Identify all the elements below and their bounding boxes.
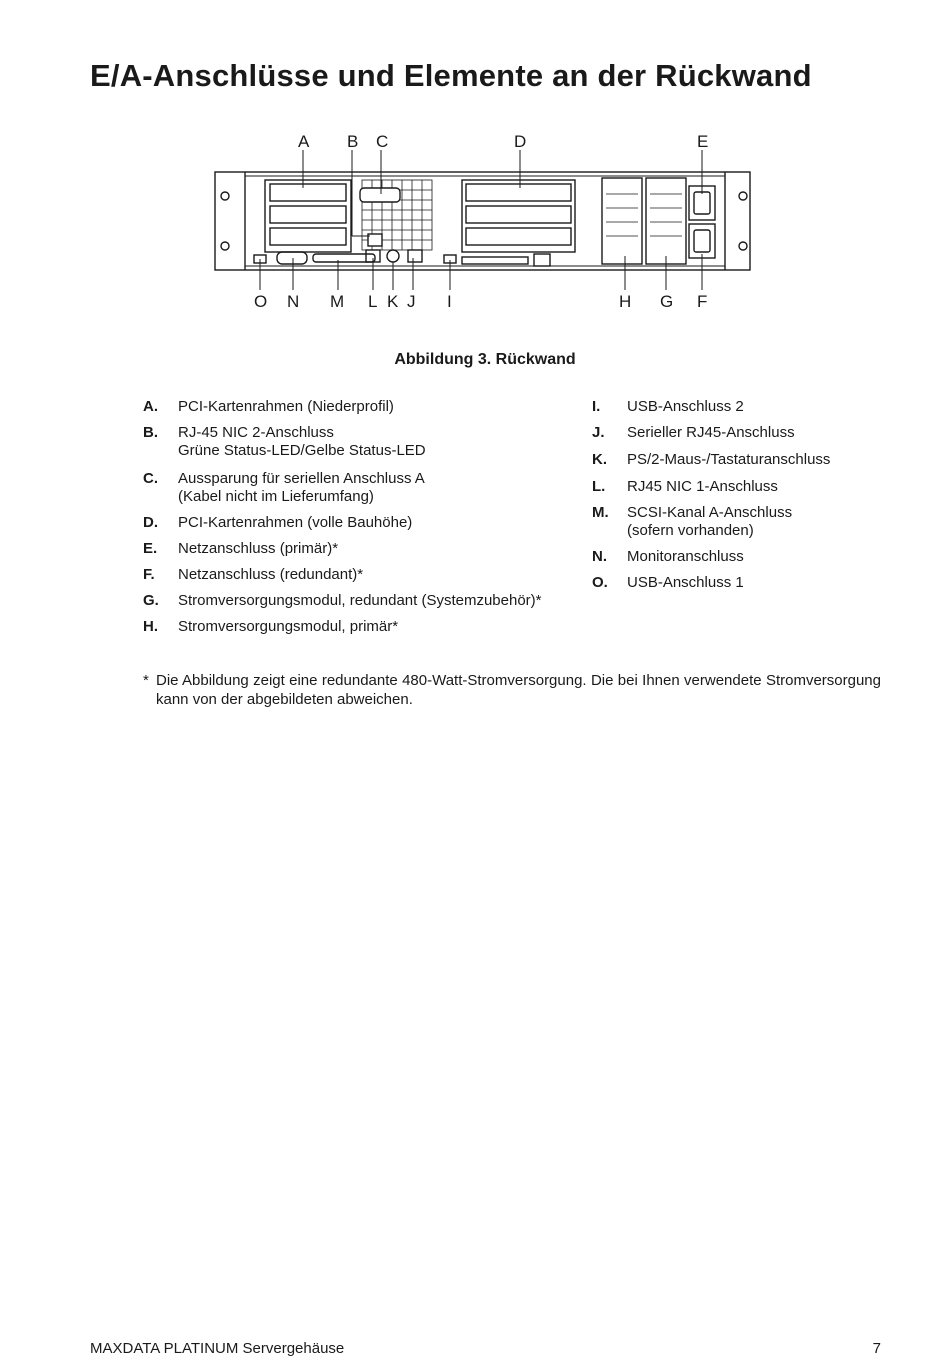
figure-label-o: O: [254, 292, 268, 311]
figure-label-b: B: [347, 132, 359, 151]
legend-text: PCI-Kartenrahmen (volle Bauhöhe): [178, 514, 413, 531]
legend-left-column: [143, 398, 573, 644]
legend-item-o: [592, 574, 892, 592]
legend-item-d: [143, 514, 573, 532]
legend-right-column: [592, 398, 892, 600]
legend-item-l: [592, 478, 892, 496]
legend-key: A.: [143, 398, 158, 415]
figure-label-l: L: [368, 292, 378, 311]
legend-text: RJ-45 NIC 2-Anschluss: [178, 424, 334, 441]
figure-label-e: E: [697, 132, 709, 151]
legend-item-g: [143, 592, 573, 610]
legend-key: K.: [592, 451, 607, 468]
legend-text: (sofern vorhanden): [627, 522, 754, 539]
legend-item-c: [143, 470, 573, 506]
legend-item-h: [143, 618, 573, 636]
legend-item-a: [143, 398, 573, 416]
footnote-text: Die Abbildung zeigt eine redundante 480-Watt-Stromversorgung. Die bei Ihnen verwendete Stromversorgung kann von der abgebildeten abweichen.: [156, 672, 881, 708]
legend-item-i: [592, 398, 892, 416]
legend-text: Aussparung für seriellen Anschluss A: [178, 470, 425, 487]
legend-text: Netzanschluss (redundant)*: [178, 566, 364, 583]
legend-key: E.: [143, 540, 158, 557]
legend-key: D.: [143, 514, 158, 531]
legend-item-n: [592, 548, 892, 566]
figure-label-n: N: [287, 292, 300, 311]
legend-text: Stromversorgungsmodul, primär*: [178, 618, 399, 635]
figure-label-f: F: [697, 292, 708, 311]
figure-label-g: G: [660, 292, 674, 311]
legend-key: M.: [592, 504, 609, 521]
legend-item-j: [592, 424, 892, 442]
legend-item-m: [592, 504, 892, 540]
figure-label-k: K: [387, 292, 399, 311]
legend-key: G.: [143, 592, 159, 609]
figure-label-j: J: [407, 292, 416, 311]
legend-key: H.: [143, 618, 158, 635]
legend-item-k: [592, 451, 892, 469]
figure-caption: Abbildung 3. Rückwand: [394, 351, 576, 368]
figure-label-m: M: [330, 292, 345, 311]
figure-label-i: I: [447, 292, 452, 311]
legend-text: USB-Anschluss 1: [627, 574, 744, 591]
legend-key: C.: [143, 470, 158, 487]
legend-text: Stromversorgungsmodul, redundant (Systemzubehör)*: [178, 592, 542, 609]
page-number: 7: [872, 1340, 881, 1357]
legend-key: N.: [592, 548, 607, 565]
page-title: E/A-Anschlüsse und Elemente an der Rückwand: [90, 58, 812, 93]
footer-title: MAXDATA PLATINUM Servergehäuse: [90, 1340, 345, 1357]
legend-text: SCSI-Kanal A-Anschluss: [627, 504, 793, 521]
legend-text: Serieller RJ45-Anschluss: [627, 424, 795, 441]
legend-key: L.: [592, 478, 606, 495]
legend-text: USB-Anschluss 2: [627, 398, 744, 415]
legend-text: PS/2-Maus-/Tastaturanschluss: [627, 451, 831, 468]
legend-key: F.: [143, 566, 155, 583]
legend-key: O.: [592, 574, 608, 591]
legend-key: J.: [592, 424, 605, 441]
legend-item-e: [143, 540, 573, 558]
legend-text: Netzanschluss (primär)*: [178, 540, 339, 557]
figure-label-h: H: [619, 292, 632, 311]
legend-text: RJ45 NIC 1-Anschluss: [627, 478, 778, 495]
legend-text: Grüne Status-LED/Gelbe Status-LED: [178, 442, 426, 459]
figure-label-a: A: [298, 132, 310, 151]
legend-text: PCI-Kartenrahmen (Niederprofil): [178, 398, 394, 415]
footnote: [143, 671, 881, 709]
figure-label-c: C: [376, 132, 389, 151]
footnote-marker: *: [143, 672, 149, 689]
legend-item-f: [143, 566, 573, 584]
legend-text: (Kabel nicht im Lieferumfang): [178, 488, 374, 505]
legend-key: B.: [143, 424, 158, 441]
figure-label-d: D: [514, 132, 527, 151]
legend-key: I.: [592, 398, 601, 415]
rear-panel-figure: [210, 128, 770, 318]
legend-text: Monitoranschluss: [627, 548, 744, 565]
legend-item-b: [143, 424, 573, 460]
